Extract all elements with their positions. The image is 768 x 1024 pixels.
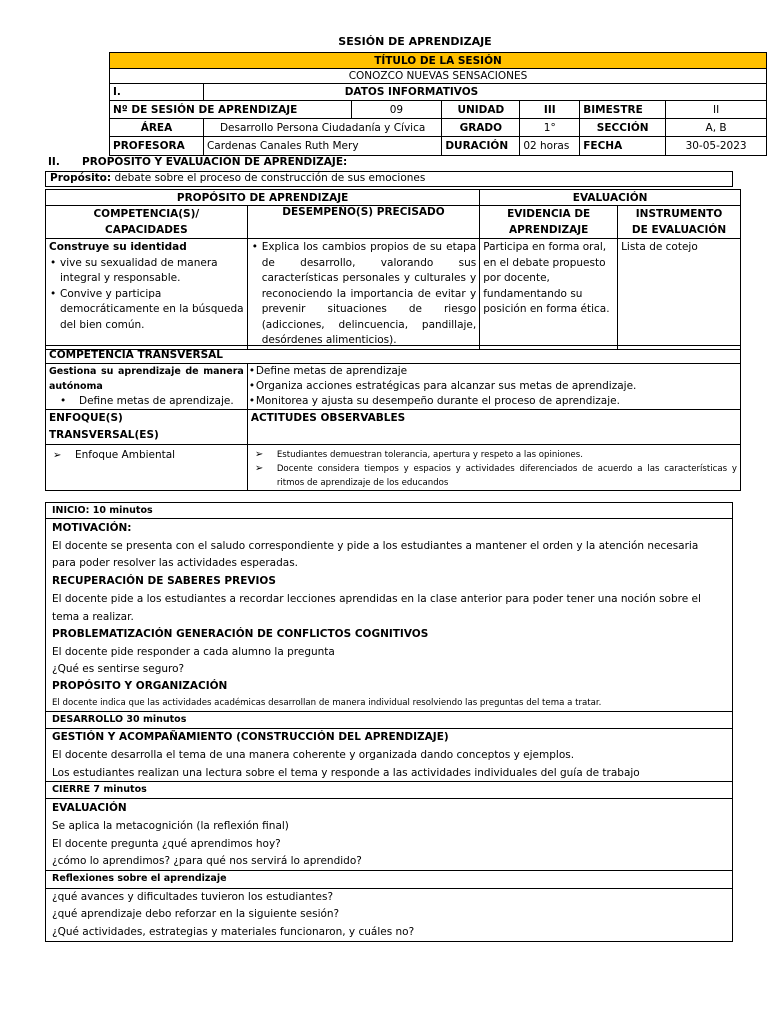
desempeno-cell — [247, 239, 480, 350]
session-info-table — [109, 52, 767, 156]
competencia-column-header — [46, 206, 248, 239]
gestion-text-2: Los estudiantes realizan una lectura sobre el tema y responde a las actividades individuales del guía de trabajo — [52, 767, 640, 779]
teacher-label: PROFESORA — [110, 137, 204, 156]
session-title-label: TÍTULO DE LA SESIÓN — [110, 53, 767, 69]
problematizacion-title: PROBLEMATIZACIÓN GENERACIÓN DE CONFLICTOS COGNITIVOS — [52, 628, 429, 640]
separator — [45, 518, 733, 519]
proposito-title: PROPÓSITO Y ORGANIZACIÓN — [52, 680, 228, 692]
enfoque-label-line-1: ENFOQUE(S) — [49, 412, 123, 424]
motivacion-text-2: para poder resolver las actividades esperadas. — [52, 557, 299, 569]
date-label: FECHA — [580, 137, 666, 156]
desempeno-column-header: DESEMPEÑO(S) PRECISADO — [247, 206, 480, 239]
unit-label: UNIDAD — [442, 101, 520, 119]
capacidades-list — [49, 256, 244, 334]
enfoque-value: ➢ Enfoque Ambiental — [49, 448, 244, 463]
purpose-evaluation-table — [45, 189, 741, 350]
evaluacion-text-1: Se aplica la metacognición (la reflexión final) — [52, 820, 289, 832]
transversal-items-cell — [247, 364, 740, 410]
saberes-title: RECUPERACIÓN DE SABERES PREVIOS — [52, 575, 276, 587]
reflexiones-3: ¿Qué actividades, estrategias y materiales funcionaron, y cuáles no? — [52, 926, 415, 938]
section-title: DATOS INFORMATIVOS — [203, 84, 766, 101]
bimester-value: II — [666, 101, 767, 119]
session-number: 09 — [351, 101, 442, 119]
session-number-label: Nº DE SESIÓN DE APRENDIZAJE — [110, 101, 352, 119]
reflexiones-title: Reflexiones sobre el aprendizaje — [52, 873, 227, 884]
unit-value: III — [520, 101, 580, 119]
evaluacion-text-2: El docente pregunta ¿qué aprendimos hoy? — [52, 838, 281, 850]
evidencia-header-line-2: APRENDIZAJE — [508, 224, 589, 236]
instrumento-header-line-1: INSTRUMENTO — [635, 208, 723, 220]
competencia-cell — [46, 239, 248, 350]
list-item: • Convive y participa democráticamente en la búsqueda del bien común. — [49, 287, 244, 334]
bimester-label: BIMESTRE — [580, 101, 666, 119]
transversal-competencia: Gestiona su aprendizaje de manera autónoma — [49, 366, 244, 392]
section-number: I. — [110, 84, 204, 101]
problematizacion-text-1: El docente pide responder a cada alumno la pregunta — [52, 646, 335, 658]
date-value: 30-05-2023 — [666, 137, 767, 156]
page-title: SESIÓN DE APRENDIZAJE — [338, 35, 492, 48]
purpose-text: debate sobre el proceso de construcción de sus emociones — [111, 172, 426, 184]
separator — [45, 711, 733, 712]
competencia-header-line-2: CAPACIDADES — [105, 224, 188, 236]
competencia-header-line-1: COMPETENCIA(S)/ — [93, 208, 200, 220]
separator — [45, 888, 733, 889]
motivacion-text-1: El docente se presenta con el saludo correspondiente y pide a los estudiantes a mantener el orden y la atención necesaria — [52, 540, 699, 552]
transversal-competencia-cell — [46, 364, 248, 410]
separator — [45, 798, 733, 799]
instrumento-header-line-2: DE EVALUACIÓN — [631, 224, 727, 236]
desarrollo-header: DESARROLLO 30 minutos — [52, 714, 187, 725]
teacher-value: Cardenas Canales Ruth Mery — [203, 137, 441, 156]
grade-value: 1° — [520, 119, 580, 137]
area-value: Desarrollo Persona Ciudadanía y Cívica — [203, 119, 441, 137]
section-label: SECCIÓN — [580, 119, 666, 137]
evaluation-header: EVALUACIÓN — [480, 190, 741, 206]
list-item: • Monitorea y ajusta su desempeño durante el proceso de aprendizaje. — [248, 394, 737, 409]
proposito-text: El docente indica que las actividades académicas desarrollan de manera individual resolviendo las preguntas del tema a tratar. — [52, 698, 602, 708]
purpose-box — [45, 171, 733, 187]
purpose-header: PROPÓSITO DE APRENDIZAJE — [46, 190, 480, 206]
transversal-header: COMPETENCIA TRANSVERSAL — [46, 346, 741, 364]
inicio-header: INICIO: 10 minutos — [52, 505, 153, 516]
instrumento-column-header — [618, 206, 741, 239]
area-label: ÁREA — [110, 119, 204, 137]
transversal-table — [45, 345, 741, 491]
purpose-label: Propósito: — [50, 172, 112, 184]
grade-label: GRADO — [442, 119, 520, 137]
list-item: • vive su sexualidad de manera integral y responsable. — [49, 256, 244, 287]
actitudes-cell — [247, 445, 740, 491]
duration-label: DURACIÓN — [442, 137, 520, 156]
separator — [45, 728, 733, 729]
cierre-header: CIERRE 7 minutos — [52, 784, 147, 795]
problematizacion-text-2: ¿Qué es sentirse seguro? — [52, 663, 185, 675]
enfoque-label-line-2: TRANSVERSAL(ES) — [49, 429, 159, 441]
enfoque-label-cell — [46, 410, 248, 445]
competencia-title: Construye su identidad — [49, 241, 187, 253]
motivacion-title: MOTIVACIÓN: — [52, 522, 132, 534]
list-item: ➢ Estudiantes demuestran tolerancia, apertura y respeto a las opiniones. — [251, 448, 737, 462]
list-item: ➢ Docente considera tiempos y espacios y actividades diferenciados de acuerdo a las características y ritmos de aprendizaje de los educandos — [251, 462, 737, 490]
list-item: • Organiza acciones estratégicas para alcanzar sus metas de aprendizaje. — [248, 379, 737, 394]
duration-value: 02 horas — [520, 137, 580, 156]
actitudes-label: ACTITUDES OBSERVABLES — [247, 410, 740, 445]
reflexiones-1: ¿qué avances y dificultades tuvieron los estudiantes? — [52, 891, 334, 903]
saberes-text-1: El docente pide a los estudiantes a recordar lecciones aprendidas en la clase anterior para poder tener una noción sobre el — [52, 593, 701, 605]
section2-number: II. — [48, 156, 60, 168]
instrumento-text: Lista de cotejo — [618, 239, 741, 350]
session-title: CONOZCO NUEVAS SENSACIONES — [110, 69, 767, 84]
evidencia-column-header — [480, 206, 618, 239]
transversal-capacidad: • Define metas de aprendizaje. — [59, 394, 244, 409]
list-item: • Define metas de aprendizaje — [248, 364, 737, 379]
evidencia-text: Participa en forma oral, en el debate propuesto por docente, fundamentando su posición en forma ética. — [480, 239, 618, 350]
separator — [45, 781, 733, 782]
desempeno-text: • Explica los cambios propios de su etapa de desarrollo, valorando sus características personales y culturales y reconociendo la importancia de evitar y prevenir situaciones de riesgo (adicciones, delincuencia, pandillaje, desórdenes alimenticios). — [251, 240, 477, 349]
saberes-text-2: tema a realizar. — [52, 611, 134, 623]
section-value: A, B — [666, 119, 767, 137]
section2-title: PROPÓSITO Y EVALUACIÓN DE APRENDIZAJE: — [82, 156, 348, 168]
gestion-title: GESTIÓN Y ACOMPAÑAMIENTO (CONSTRUCCIÓN DEL APRENDIZAJE) — [52, 731, 449, 743]
enfoque-cell — [46, 445, 248, 491]
reflexiones-2: ¿qué aprendizaje debo reforzar en la siguiente sesión? — [52, 908, 340, 920]
evidencia-header-line-1: EVIDENCIA DE — [507, 208, 591, 220]
evaluacion-text-3: ¿cómo lo aprendimos? ¿para qué nos servirá lo aprendido? — [52, 855, 362, 867]
separator — [45, 870, 733, 871]
gestion-text-1: El docente desarrolla el tema de una manera coherente y organizada dando conceptos y ejemplos. — [52, 749, 575, 761]
evaluacion-title: EVALUACIÓN — [52, 802, 127, 814]
